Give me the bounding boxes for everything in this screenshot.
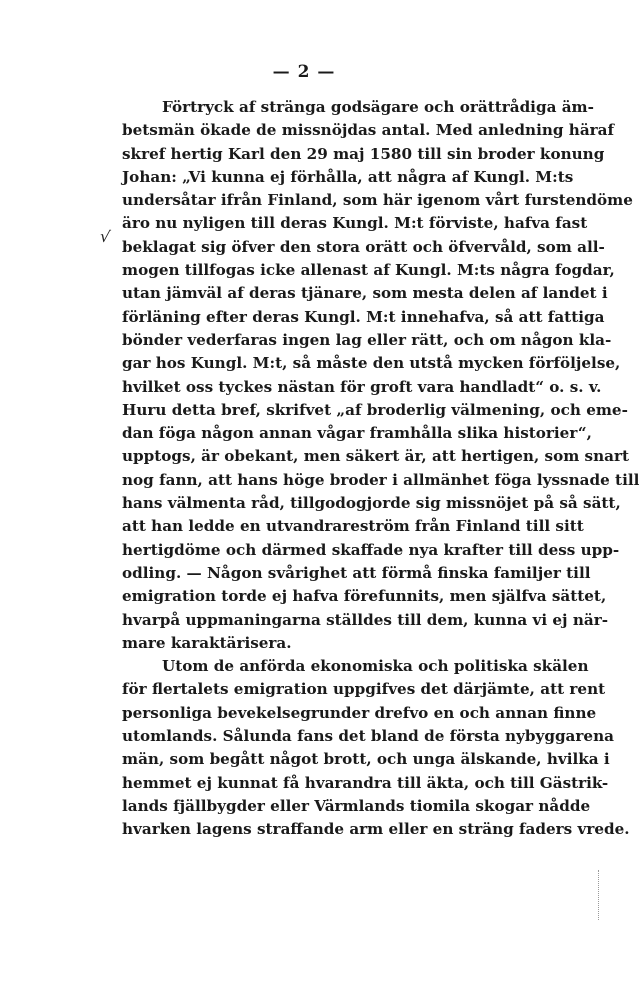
text-line: bönder vederfaras ingen lag eller rätt, och om någon kla- (122, 330, 612, 349)
text-line: hvarpå uppmaningarna ställdes till dem, kunna vi ej när- (122, 610, 609, 629)
text-line: män, som begått något brott, och unga älskande, hvilka i (122, 750, 610, 769)
text-line: mogen tillfogas icke allenast af Kungl. M:ts några fogdar, (122, 261, 615, 280)
text-line: beklagat sig öfver den stora orätt och öfvervåld, som all- (122, 237, 605, 256)
text-line: gar hos Kungl. M:t, så måste den utstå mycken förföljelse, (122, 354, 621, 373)
text-line: hvarken lagens straffande arm eller en sträng faders vrede. (122, 820, 630, 839)
text-line: odling. — Någon svårighet att förmå finska familjer till (122, 563, 591, 582)
margin-check-mark: √ (98, 226, 112, 247)
text-line: hemmet ej kunnat få hvarandra till äkta, och till Gästrik- (122, 773, 609, 792)
text-line: Förtryck af stränga godsägare och orättrådiga äm- (162, 98, 594, 116)
text-line: hans välmenta råd, tillgodogjorde sig missnöjet på så sätt, (122, 494, 621, 513)
text-line: upptogs, är obekant, men säkert är, att hertigen, som snart (122, 447, 630, 466)
text-line: äro nu nyligen till deras Kungl. M:t förviste, hafva fast (122, 214, 588, 233)
text-line: dan föga någon annan vågar framhålla slika historier“, (122, 424, 592, 443)
body-text (122, 96, 639, 842)
text-line: Utom de anförda ekonomiska och politiska skälen (162, 657, 589, 676)
text-line: Johan: „Vi kunna ej förhålla, att några af Kungl. M:ts (122, 167, 574, 186)
text-line: förläning efter deras Kungl. M:t innehafva, så att fattiga (122, 307, 605, 326)
text-line: personliga bevekelsegrunder drefvo en och annan finne (122, 703, 597, 722)
text-line: betsmän ökade de missnöjdas antal. Med anledning häraf (122, 121, 615, 140)
text-line: för flertalets emigration uppgifves det därjämte, att rent (122, 680, 606, 699)
text-line: undersåtar ifrån Finland, som här igenom vårt furstendöme (122, 191, 633, 210)
text-line: utan jämväl af deras tjänare, som mesta delen af landet i (122, 284, 608, 303)
text-line: lands fjällbygder eller Värmlands tiomila skogar nådde (122, 796, 591, 815)
text-line: att han ledde en utvandrareström från Finland till sitt (122, 517, 584, 536)
text-line: Huru detta bref, skrifvet „af broderlig välmening, och eme- (122, 400, 628, 419)
text-line: hertigdöme och därmed skaffade nya krafter till dess upp- (122, 540, 620, 559)
text-line: mare karaktärisera. (122, 633, 292, 652)
page-edge-mark (598, 870, 601, 920)
text-line: hvilket oss tyckes nästan för groft vara handladt“ o. s. v. (122, 377, 602, 396)
text-line: utomlands. Sålunda fans det bland de första nybyggarena (122, 727, 614, 746)
paragraph-2 (122, 655, 630, 841)
text-line: skref hertig Karl den 29 maj 1580 till sin broder konung (122, 144, 605, 163)
text-line: emigration torde ej hafva förefunnits, men själfva sättet, (122, 587, 607, 606)
text-line: nog fann, att hans höge broder i allmänhet föga lyssnade till (122, 470, 639, 489)
page-number: — 2 — (272, 62, 336, 82)
paragraph-1 (122, 96, 639, 655)
